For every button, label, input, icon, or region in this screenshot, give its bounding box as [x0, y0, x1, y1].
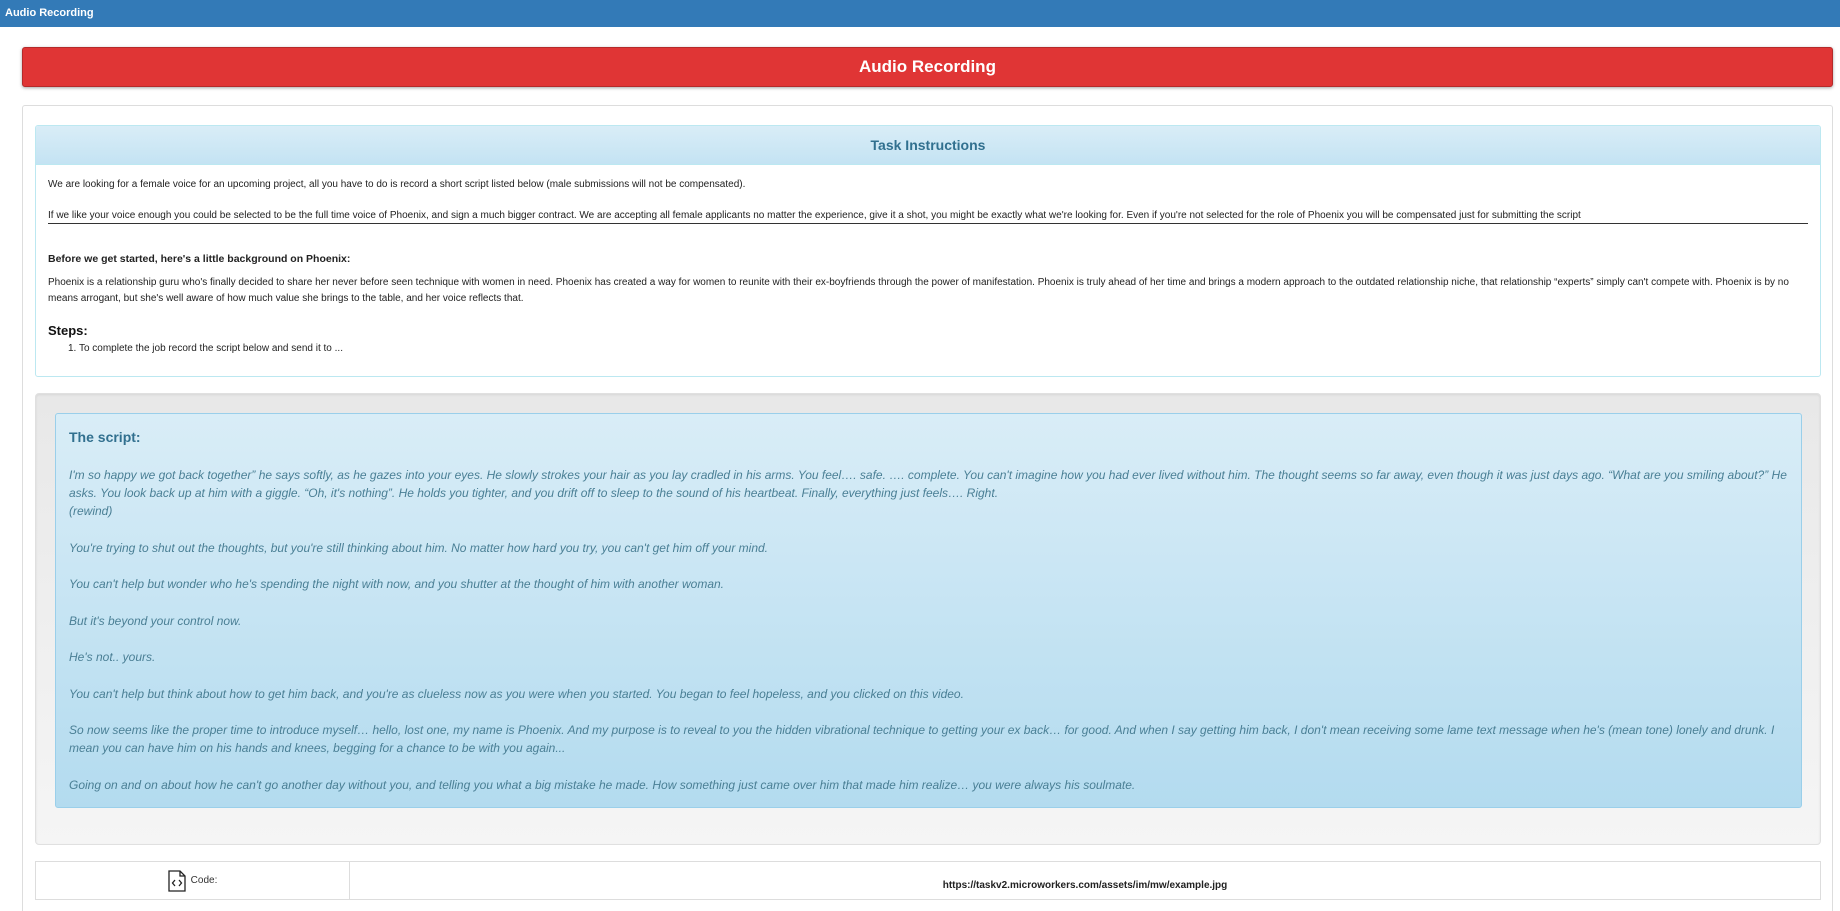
code-value-cell	[350, 862, 1820, 899]
window-title: Audio Recording	[5, 7, 94, 19]
header-banner	[22, 47, 1833, 87]
script-paragraph: You're trying to shut out the thoughts, but you're still thinking about him. No matter how hard you try, you can't get him off your mind.	[69, 540, 769, 555]
script-well	[35, 393, 1821, 845]
script-line: I'm so happy we got back together” he says softly, as he gazes into your eyes. He slowly strokes your hair as you lay cradled in his arms. You feel…. safe. …. complete. You can't imagine how you had ever lived without him. The thought seems so far away, even though it was just days ago. “What are you smiling about?” He asks. You look back up at him with a giggle. “Oh, it's nothing”. He holds you tighter, and you drift off to sleep to the sound of his heartbeat. Finally, everything just feels…. Right.	[69, 468, 1787, 500]
instructions-paragraph: If we like your voice enough you could be selected to be the full time voice of Phoenix, and sign a much bigger contract. We are accepting all female applicants no matter the experience, give it a shot, you might be exactly what we're looking for. Even if you're not selected for the role of Phoenix you will be compensated just for submitting the script	[48, 210, 1808, 224]
background-text: Phoenix is a relationship guru who's finally decided to share her never before seen technique with women in need. Phoenix has created a way for women to reunite with their ex-boyfriends through the power of manifestation. Phoenix is truly ahead of her time and brings a modern approach to the outdated relationship niche, that relationship “experts” simply can't compete with. Phoenix is by no means arrogant, but she's well aware of how much value she brings to the table, and her voice reflects that.	[48, 277, 1789, 304]
script-paragraph	[69, 466, 1789, 520]
code-value[interactable]: https://taskv2.microworkers.com/assets/im/mw/example.jpg	[942, 880, 1228, 891]
script-text	[69, 466, 1789, 812]
top-bar	[0, 0, 1840, 27]
script-paragraph: He's not.. yours.	[69, 650, 156, 664]
script-line: (rewind)	[69, 504, 113, 518]
steps-heading: Steps:	[48, 323, 88, 338]
code-row	[35, 861, 1821, 900]
task-instructions-header	[36, 126, 1820, 165]
step-item: 1. To complete the job record the script below and send it to ...	[68, 343, 343, 354]
instructions-paragraph: We are looking for a female voice for an upcoming project, all you have to do is record a short script listed below (male submissions will not be compensated).	[48, 179, 746, 190]
script-paragraph: But it's beyond your control now.	[69, 613, 242, 628]
code-label-cell	[36, 862, 350, 899]
task-instructions-panel	[35, 125, 1821, 377]
script-panel	[55, 413, 1802, 808]
background-heading: Before we get started, here's a little background on Phoenix:	[48, 253, 351, 265]
banner-title: Audio Recording	[859, 57, 996, 76]
script-paragraph: You can't help but think about how to get him back, and you're as clueless now as you were when you started. You began to feel hopeless, and you clicked on this video.	[69, 686, 964, 701]
script-paragraph: Going on and on about how he can't go another day without you, and telling you what a big mistake he made. How something just came over him that made him realize… you were always his soulmate.	[69, 777, 1136, 792]
code-file-icon	[168, 870, 186, 892]
script-paragraph: So now seems like the proper time to introduce myself… hello, lost one, my name is Phoenix. And my purpose is to reveal to you the hidden vibrational technique to getting your ex back… for good. And when I say getting him back, I don't mean receiving some lame text message when he's (mean tone) lonely and drunk. I mean you can have him on his hands and knees, begging for a chance to be with you again...	[69, 723, 1775, 755]
task-instructions-title: Task Instructions	[870, 137, 986, 153]
script-title: The script:	[69, 429, 141, 445]
script-paragraph: You can't help but wonder who he's spending the night with now, and you shutter at the thought of him with another woman.	[69, 577, 725, 591]
code-label: Code:	[190, 875, 218, 886]
